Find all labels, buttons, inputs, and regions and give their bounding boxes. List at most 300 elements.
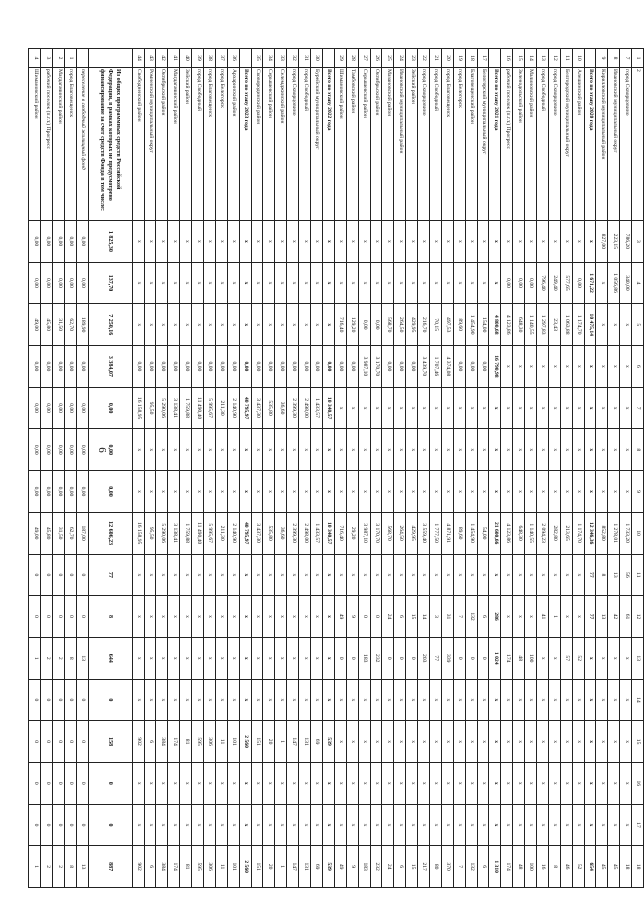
table-cell: 0,00 bbox=[394, 346, 406, 388]
table-cell: х bbox=[168, 221, 180, 263]
table-cell: 0 bbox=[76, 804, 88, 846]
table-cell: город Свободный bbox=[192, 68, 204, 221]
table-cell: х bbox=[204, 471, 216, 513]
table-cell: город Благовещенск bbox=[441, 68, 453, 221]
table-cell: 13 bbox=[536, 49, 548, 68]
header-cell: 12 bbox=[632, 596, 644, 638]
table-cell: х bbox=[322, 762, 334, 804]
table-cell: х bbox=[180, 762, 192, 804]
table-cell: х bbox=[572, 596, 584, 638]
table-cell: 0 bbox=[88, 762, 132, 804]
table-row bbox=[41, 49, 53, 888]
table-cell: х bbox=[144, 804, 156, 846]
table-cell: 1 174,70 bbox=[572, 304, 584, 346]
table-cell: х bbox=[489, 471, 501, 513]
header-cell: 1 bbox=[632, 49, 644, 68]
table-cell: 282,80 bbox=[548, 512, 560, 554]
table-cell: х bbox=[251, 221, 263, 263]
table-cell: рабочий поселок (п.г.т.) Прогресс bbox=[501, 68, 513, 221]
table-cell: х bbox=[477, 679, 489, 721]
table-cell: х bbox=[263, 637, 275, 679]
table-cell: х bbox=[525, 596, 537, 638]
table-cell bbox=[88, 49, 132, 68]
table-cell: 217 bbox=[418, 846, 430, 888]
table-cell: 13 bbox=[596, 596, 608, 638]
table-cell: 0,00 bbox=[29, 387, 41, 429]
table-cell: х bbox=[418, 387, 430, 429]
table-cell: 2 094,23 bbox=[536, 512, 548, 554]
table-cell: 0 bbox=[88, 804, 132, 846]
table-cell: 23 bbox=[406, 49, 418, 68]
table-cell: Октябрьский район bbox=[370, 68, 382, 221]
table-cell: х bbox=[334, 679, 346, 721]
table-cell: 11 490,40 bbox=[192, 512, 204, 554]
table-cell: 232 bbox=[370, 846, 382, 888]
table-cell: х bbox=[334, 262, 346, 304]
table-cell: х bbox=[132, 471, 144, 513]
table-cell: х bbox=[382, 679, 394, 721]
table-cell: 0 bbox=[65, 596, 77, 638]
table-cell: 0,00 bbox=[525, 262, 537, 304]
table-cell: х bbox=[227, 429, 239, 471]
table-cell: 16 790,98 bbox=[489, 346, 501, 388]
header-cell: 5 bbox=[632, 304, 644, 346]
table-cell: х bbox=[239, 221, 251, 263]
table-cell: 0,00 bbox=[29, 429, 41, 471]
table-cell: х bbox=[548, 637, 560, 679]
table-cell: х bbox=[334, 471, 346, 513]
table-cell: 0,00 bbox=[65, 346, 77, 388]
table-cell: х bbox=[406, 387, 418, 429]
table-cell: х bbox=[525, 679, 537, 721]
table-cell: 0 bbox=[76, 721, 88, 763]
table-cell: х bbox=[215, 804, 227, 846]
table-cell: 3 384,07 bbox=[88, 346, 132, 388]
table-cell: х bbox=[204, 804, 216, 846]
table-cell: х bbox=[584, 346, 596, 388]
table-cell: 0 bbox=[29, 554, 41, 596]
table-cell: 23,43 bbox=[548, 304, 560, 346]
table-cell: х bbox=[239, 429, 251, 471]
table-cell: х bbox=[489, 262, 501, 304]
table-cell: 3 bbox=[429, 596, 441, 638]
table-cell: х bbox=[346, 221, 358, 263]
table-cell: х bbox=[156, 262, 168, 304]
table-cell: х bbox=[560, 429, 572, 471]
table-cell: х bbox=[394, 679, 406, 721]
table-cell: 6 bbox=[144, 846, 156, 888]
table-cell: 77 bbox=[429, 637, 441, 679]
table-cell: 0 bbox=[41, 721, 53, 763]
table-cell: х bbox=[132, 221, 144, 263]
table-cell: х bbox=[215, 596, 227, 638]
table-cell: Белгородский муниципальный округ bbox=[560, 68, 572, 221]
table-cell bbox=[584, 49, 596, 68]
table-cell: х bbox=[620, 471, 632, 513]
table-cell: 0 bbox=[65, 721, 77, 763]
table-cell: х bbox=[239, 637, 251, 679]
table-cell: 3 437,30 bbox=[251, 387, 263, 429]
table-cell: Зейский район bbox=[180, 68, 192, 221]
table-cell: 0,00 bbox=[251, 346, 263, 388]
table-cell: х bbox=[370, 221, 382, 263]
table-cell: х bbox=[358, 471, 370, 513]
table-cell: х bbox=[548, 387, 560, 429]
table-cell: х bbox=[227, 596, 239, 638]
table-cell: х bbox=[572, 762, 584, 804]
table-cell: Архаринский район bbox=[227, 68, 239, 221]
table-cell: 1 bbox=[275, 721, 287, 763]
table-cell: город Скворцовино bbox=[620, 68, 632, 221]
table-cell: 264,50 bbox=[394, 512, 406, 554]
table-cell: 44 bbox=[132, 49, 144, 68]
table-cell: х bbox=[560, 346, 572, 388]
table-cell: х bbox=[513, 596, 525, 638]
table-cell: х bbox=[227, 471, 239, 513]
table-cell: х bbox=[204, 554, 216, 596]
table-cell: х bbox=[513, 429, 525, 471]
table-cell: х bbox=[275, 262, 287, 304]
table-row bbox=[65, 49, 77, 888]
table-cell: 0,00 bbox=[287, 346, 299, 388]
table-cell: х bbox=[346, 804, 358, 846]
table-cell: 32 bbox=[287, 49, 299, 68]
table-cell: 0,00 bbox=[53, 471, 65, 513]
table-cell: Серышевский район bbox=[358, 68, 370, 221]
table-cell: х bbox=[192, 262, 204, 304]
table-cell: х bbox=[608, 637, 620, 679]
table-cell: х bbox=[536, 221, 548, 263]
table-cell: х bbox=[465, 679, 477, 721]
table-cell: х bbox=[608, 429, 620, 471]
table-cell: х bbox=[180, 304, 192, 346]
table-cell: х bbox=[465, 721, 477, 763]
table-cell: х bbox=[596, 637, 608, 679]
table-cell: Малиновский район bbox=[525, 68, 537, 221]
table-cell: х bbox=[489, 554, 501, 596]
table-cell: х bbox=[382, 221, 394, 263]
table-cell: 48 bbox=[513, 637, 525, 679]
table-cell: х bbox=[548, 346, 560, 388]
table-cell: х bbox=[501, 762, 513, 804]
table-cell: х bbox=[168, 804, 180, 846]
table-cell: 151 bbox=[251, 721, 263, 763]
housing-relocation-table bbox=[28, 48, 644, 888]
table-cell: х bbox=[441, 679, 453, 721]
table-cell: 1 140,55 bbox=[525, 512, 537, 554]
table-cell: х bbox=[144, 554, 156, 596]
table-cell: Селемджинский район bbox=[275, 68, 287, 221]
table-cell: х bbox=[358, 554, 370, 596]
table-row bbox=[441, 49, 453, 888]
table-cell: х bbox=[227, 262, 239, 304]
table-cell: 0,00 bbox=[76, 262, 88, 304]
table-row bbox=[287, 49, 299, 888]
table-cell: 28 bbox=[346, 49, 358, 68]
table-cell: х bbox=[584, 762, 596, 804]
table-cell: х bbox=[358, 762, 370, 804]
table-cell: х bbox=[572, 721, 584, 763]
table-cell: х bbox=[204, 679, 216, 721]
table-cell: х bbox=[620, 637, 632, 679]
table-cell: 34 bbox=[263, 49, 275, 68]
table-cell: 213,65 bbox=[560, 512, 572, 554]
table-cell: 0,00 bbox=[53, 221, 65, 263]
table-cell: 0,00 bbox=[465, 346, 477, 388]
table-cell: х bbox=[418, 262, 430, 304]
table-cell: х bbox=[144, 262, 156, 304]
table-cell: 24 bbox=[382, 846, 394, 888]
header-cell: 7 bbox=[632, 387, 644, 429]
table-cell: 2 140,90 bbox=[227, 512, 239, 554]
table-cell: х bbox=[132, 429, 144, 471]
table-cell: х bbox=[192, 221, 204, 263]
table-cell: х bbox=[334, 721, 346, 763]
table-cell: х bbox=[548, 554, 560, 596]
table-cell: х bbox=[572, 429, 584, 471]
table-cell: х bbox=[132, 554, 144, 596]
table-cell: 2 bbox=[53, 49, 65, 68]
table-cell: Из общих программных средств Российской Федерации, в рамках которых не предусмотрено финансирование за счет средств Фонда в том числе: bbox=[88, 68, 132, 221]
table-cell bbox=[239, 49, 251, 68]
table-cell: 0,00 bbox=[311, 346, 323, 388]
table-cell: 3 bbox=[41, 49, 53, 68]
table-cell: х bbox=[584, 429, 596, 471]
table-cell: 0,00 bbox=[53, 429, 65, 471]
table-cell: 497,53 bbox=[441, 304, 453, 346]
table-cell: х bbox=[584, 804, 596, 846]
header-cell: 2 bbox=[632, 68, 644, 221]
table-cell: х bbox=[548, 762, 560, 804]
table-cell: х bbox=[489, 721, 501, 763]
table-cell: х bbox=[513, 387, 525, 429]
table-row bbox=[227, 49, 239, 888]
table-row bbox=[132, 49, 144, 888]
table-cell: 45,80 bbox=[41, 304, 53, 346]
table-row bbox=[513, 49, 525, 888]
table-cell: х bbox=[572, 471, 584, 513]
table-cell: 1 759,88 bbox=[180, 512, 192, 554]
table-cell: х bbox=[251, 596, 263, 638]
table-cell: х bbox=[406, 429, 418, 471]
table-cell: х bbox=[596, 429, 608, 471]
table-cell: 1 454,90 bbox=[465, 512, 477, 554]
table-cell: х bbox=[513, 346, 525, 388]
table-cell: х bbox=[596, 262, 608, 304]
table-row bbox=[275, 49, 287, 888]
table-cell: 0,00 bbox=[41, 346, 53, 388]
table-cell: х bbox=[192, 554, 204, 596]
table-cell: 0 bbox=[41, 554, 53, 596]
table-cell: х bbox=[608, 387, 620, 429]
table-cell: 1 278,01 bbox=[608, 512, 620, 554]
table-cell: 100 bbox=[525, 637, 537, 679]
table-cell: х bbox=[239, 554, 251, 596]
table-cell: х bbox=[311, 762, 323, 804]
table-cell: х bbox=[418, 554, 430, 596]
table-cell: х bbox=[180, 596, 192, 638]
table-row bbox=[406, 49, 418, 888]
table-cell: 42 bbox=[608, 596, 620, 638]
table-cell: 0 bbox=[41, 762, 53, 804]
table-cell: х bbox=[406, 554, 418, 596]
table-cell: х bbox=[275, 804, 287, 846]
table-cell: х bbox=[560, 721, 572, 763]
table-cell: х bbox=[513, 721, 525, 763]
table-cell: 644 bbox=[88, 637, 132, 679]
table-cell: 54,00 bbox=[477, 512, 489, 554]
table-cell: 11 bbox=[215, 846, 227, 888]
table-cell: 3 987,10 bbox=[358, 512, 370, 554]
table-cell: 2 399,30 bbox=[287, 387, 299, 429]
table-row bbox=[192, 49, 204, 888]
table-cell: х bbox=[572, 387, 584, 429]
table-cell: х bbox=[441, 804, 453, 846]
table-cell: 223,15 bbox=[608, 221, 620, 263]
table-cell: 174 bbox=[501, 637, 513, 679]
table-cell: х bbox=[620, 304, 632, 346]
table-cell: х bbox=[287, 304, 299, 346]
table-cell: х bbox=[168, 554, 180, 596]
table-cell: х bbox=[227, 554, 239, 596]
table-cell: х bbox=[263, 471, 275, 513]
table-cell: 21 600,66 bbox=[489, 512, 501, 554]
table-cell: 1 174,70 bbox=[572, 512, 584, 554]
table-cell: 0 bbox=[29, 762, 41, 804]
table-cell: х bbox=[453, 262, 465, 304]
table-cell: 1 bbox=[548, 596, 560, 638]
table-cell: х bbox=[406, 762, 418, 804]
table-cell: х bbox=[489, 387, 501, 429]
table-cell: х bbox=[239, 304, 251, 346]
table-cell: 1 433,57 bbox=[311, 387, 323, 429]
table-cell: х bbox=[275, 471, 287, 513]
table-cell: 0,00 bbox=[275, 346, 287, 388]
table-cell: х bbox=[311, 304, 323, 346]
table-cell: 339 bbox=[441, 637, 453, 679]
table-cell: 8 bbox=[608, 49, 620, 68]
table-row bbox=[418, 49, 430, 888]
table-cell: 1 454,90 bbox=[465, 304, 477, 346]
table-row bbox=[263, 49, 275, 888]
table-cell: 0 bbox=[477, 637, 489, 679]
table-cell: х bbox=[477, 762, 489, 804]
table-cell: 0 bbox=[76, 596, 88, 638]
table-cell: 211,30 bbox=[215, 512, 227, 554]
table-cell: х bbox=[548, 804, 560, 846]
table-cell: х bbox=[275, 596, 287, 638]
table-cell: х bbox=[441, 554, 453, 596]
table-cell: 0 bbox=[29, 596, 41, 638]
table-cell: х bbox=[453, 471, 465, 513]
table-cell: х bbox=[334, 429, 346, 471]
table-cell: х bbox=[215, 762, 227, 804]
table-cell: 786,20 bbox=[620, 221, 632, 263]
table-cell: 14 bbox=[525, 49, 537, 68]
table-cell: х bbox=[406, 679, 418, 721]
table-cell: х bbox=[156, 637, 168, 679]
table-row bbox=[215, 49, 227, 888]
table-cell: х bbox=[394, 804, 406, 846]
table-cell: 3 138,41 bbox=[168, 387, 180, 429]
table-cell: х bbox=[239, 679, 251, 721]
table-row bbox=[358, 49, 370, 888]
table-cell: 69 bbox=[311, 846, 323, 888]
table-cell: х bbox=[311, 471, 323, 513]
table-cell: х bbox=[536, 721, 548, 763]
table-cell: х bbox=[346, 762, 358, 804]
table-cell: 49,00 bbox=[29, 512, 41, 554]
table-cell: 595 bbox=[192, 721, 204, 763]
table-cell: 43 bbox=[144, 49, 156, 68]
table-cell: х bbox=[311, 554, 323, 596]
table-cell: х bbox=[489, 221, 501, 263]
table-cell: х bbox=[299, 429, 311, 471]
table-cell: Шимановский район bbox=[334, 68, 346, 221]
table-cell: 0,00 bbox=[370, 304, 382, 346]
table-cell: 33 bbox=[275, 49, 287, 68]
table-cell: 1 707,46 bbox=[429, 346, 441, 388]
table-cell: 1 bbox=[29, 846, 41, 888]
table-cell: х bbox=[536, 637, 548, 679]
table-cell: 0,00 bbox=[65, 387, 77, 429]
table-row bbox=[334, 49, 346, 888]
table-cell: 0,00 bbox=[513, 262, 525, 304]
table-cell: х bbox=[144, 762, 156, 804]
table-cell: 887 bbox=[88, 846, 132, 888]
table-cell: х bbox=[215, 679, 227, 721]
table-cell: х bbox=[299, 596, 311, 638]
table-cell: 13 bbox=[608, 554, 620, 596]
table-cell: х bbox=[180, 554, 192, 596]
table-cell: х bbox=[156, 471, 168, 513]
table-cell: х bbox=[263, 429, 275, 471]
table-cell: х bbox=[263, 804, 275, 846]
table-cell: 3 439,70 bbox=[418, 346, 430, 388]
table-cell: х bbox=[548, 429, 560, 471]
table-cell: Магдагачинский район bbox=[53, 68, 65, 221]
table-cell: 0 bbox=[53, 554, 65, 596]
table-cell: х bbox=[489, 762, 501, 804]
table-cell: х bbox=[548, 679, 560, 721]
table-cell: х bbox=[477, 387, 489, 429]
table-cell: х bbox=[299, 304, 311, 346]
table-row bbox=[501, 49, 513, 888]
table-cell: Всего по этапу 2021 года bbox=[489, 68, 501, 221]
table-cell: 1 433,57 bbox=[311, 512, 323, 554]
table-cell: х bbox=[263, 679, 275, 721]
table-cell: х bbox=[501, 387, 513, 429]
table-cell: Зеленодольский район bbox=[513, 68, 525, 221]
table-row bbox=[382, 49, 394, 888]
table-cell: х bbox=[144, 429, 156, 471]
table-cell: 0 bbox=[29, 679, 41, 721]
table-row bbox=[76, 49, 88, 888]
table-cell: х bbox=[453, 387, 465, 429]
table-cell: х bbox=[358, 262, 370, 304]
table-cell: 0 bbox=[76, 554, 88, 596]
table-cell: х bbox=[513, 221, 525, 263]
table-cell: х bbox=[322, 596, 334, 638]
table-cell: 81 bbox=[180, 721, 192, 763]
table-cell: х bbox=[477, 262, 489, 304]
table-cell: х bbox=[144, 596, 156, 638]
table-cell: х bbox=[156, 429, 168, 471]
table-cell: х bbox=[275, 304, 287, 346]
table-cell: 48 bbox=[513, 846, 525, 888]
table-cell: х bbox=[441, 262, 453, 304]
table-cell: 0,00 bbox=[180, 346, 192, 388]
